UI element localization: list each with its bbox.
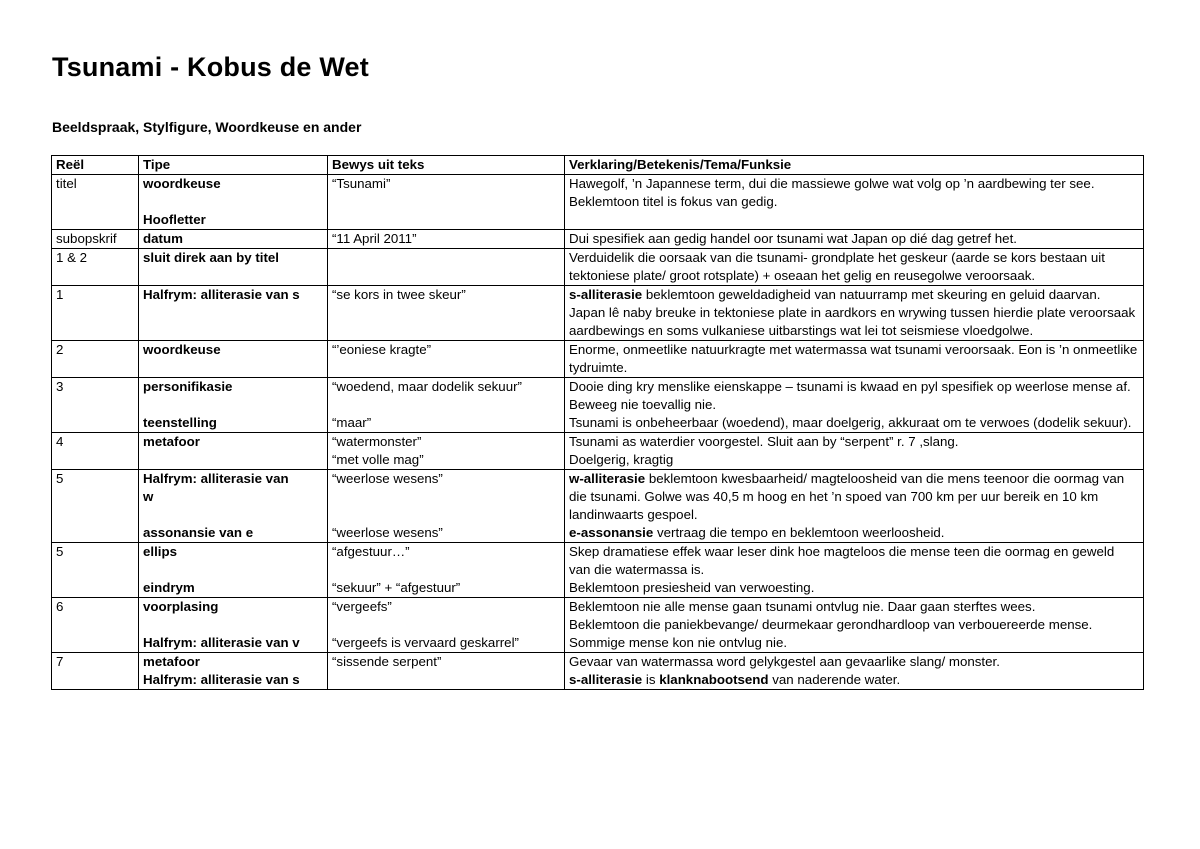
cell-reel: 1 — [52, 286, 139, 341]
spacer — [143, 506, 323, 524]
tipe-line: Halfrym: alliterasie van s — [143, 672, 300, 687]
cell-reel: 5 — [52, 470, 139, 543]
bewys-line: “weerlose wesens” — [332, 525, 443, 540]
tipe-line: Halfrym: alliterasie van v — [143, 635, 300, 650]
cell-reel: subopskrif — [52, 230, 139, 249]
tipe-line: voorplasing — [143, 599, 219, 614]
spacer — [143, 561, 323, 579]
verklaring-text — [569, 671, 1139, 689]
cell-tipe — [139, 230, 328, 249]
verklaring-text: Gevaar van watermassa word gelykgestel aan gevaarlike slang/ monster. — [569, 654, 1000, 669]
cell-verklaring — [565, 286, 1144, 341]
verklaring-rest: vertraag die tempo en beklemtoon weerloosheid. — [656, 525, 945, 540]
page-subtitle: Beeldspraak, Stylfigure, Woordkeuse en ander — [52, 119, 362, 135]
verklaring-text — [569, 286, 1139, 340]
cell-tipe — [139, 598, 328, 653]
verklaring-bold: s-alliterasie — [569, 672, 643, 687]
table-row — [52, 433, 1144, 470]
bewys-line: “sekuur” + “afgestuur” — [332, 580, 461, 595]
tipe-line: datum — [143, 231, 183, 246]
page-title: Tsunami - Kobus de Wet — [52, 52, 369, 82]
bewys-line: “met volle mag” — [332, 452, 424, 467]
cell-tipe — [139, 470, 328, 543]
verklaring-bold: e-assonansie — [569, 525, 654, 540]
cell-bewys — [328, 433, 565, 470]
verklaring-text: Doelgerig, kragtig — [569, 452, 674, 467]
cell-verklaring — [565, 175, 1144, 230]
cell-tipe — [139, 543, 328, 598]
spacer — [143, 616, 323, 634]
bewys-line: “Tsunami” — [332, 176, 391, 191]
bewys-line: “weerlose wesens” — [332, 471, 443, 486]
verklaring-rest: van naderende water. — [772, 672, 901, 687]
bewys-line: “11 April 2011” — [332, 231, 417, 246]
cell-tipe — [139, 175, 328, 230]
cell-verklaring — [565, 341, 1144, 378]
tipe-line: ellips — [143, 544, 177, 559]
bewys-line: “maar” — [332, 415, 372, 430]
spacer — [332, 488, 560, 506]
verklaring-bold: s-alliterasie — [569, 287, 643, 302]
cell-bewys — [328, 653, 565, 690]
verklaring-text: Beklemtoon presiesheid van verwoesting. — [569, 580, 815, 595]
bewys-line: “woedend, maar dodelik sekuur” — [332, 379, 522, 394]
cell-bewys — [328, 230, 565, 249]
cell-bewys — [328, 378, 565, 433]
table-row — [52, 175, 1144, 230]
cell-reel: 5 — [52, 543, 139, 598]
verklaring-text: Hawegolf, ’n Japannese term, dui die massiewe golwe wat volg op ’n aardbewing ter see. — [569, 176, 1095, 191]
tipe-line: metafoor — [143, 654, 200, 669]
table-row — [52, 341, 1144, 378]
table-row — [52, 543, 1144, 598]
tipe-line: assonansie van e — [143, 525, 254, 540]
verklaring-text: Skep dramatiese effek waar leser dink hoe magteloos die mense teen die oormag en geweld van die watermassa is. — [569, 544, 1115, 577]
header-bewys: Bewys uit teks — [328, 156, 565, 175]
cell-reel: 2 — [52, 341, 139, 378]
verklaring-text: Enorme, onmeetlike natuurkragte met watermassa wat tsunami veroorsaak. Eon is ’n onmeetlike tydruimte. — [569, 342, 1138, 375]
table-row — [52, 249, 1144, 286]
tipe-line: sluit direk aan by titel — [143, 250, 279, 265]
verklaring-rest: is — [645, 672, 656, 687]
bewys-line: “se kors in twee skeur” — [332, 287, 466, 302]
cell-bewys — [328, 470, 565, 543]
verklaring-rest: beklemtoon kwesbaarheid/ magteloosheid van die mens teenoor die oormag van die tsunami. Golwe was 40,5 m hoog en het ’n spoed van 700 km per uur bereik en 10 km landinwaarts gespoel. — [569, 471, 1125, 522]
header-verklaring: Verklaring/Betekenis/Tema/Funksie — [565, 156, 1144, 175]
bewys-line — [332, 249, 560, 267]
tipe-line: Halfrym: alliterasie van s — [143, 287, 300, 302]
cell-verklaring — [565, 378, 1144, 433]
verklaring-text — [569, 524, 1139, 542]
cell-reel: 6 — [52, 598, 139, 653]
cell-tipe — [139, 378, 328, 433]
cell-bewys — [328, 341, 565, 378]
bewys-line: “afgestuur…” — [332, 544, 410, 559]
cell-verklaring — [565, 249, 1144, 286]
tipe-line: woordkeuse — [143, 342, 221, 357]
spacer — [332, 506, 560, 524]
bewys-line: “’eoniese kragte” — [332, 342, 432, 357]
cell-bewys — [328, 286, 565, 341]
table-row — [52, 598, 1144, 653]
table-row — [52, 653, 1144, 690]
cell-reel: titel — [52, 175, 139, 230]
header-reel: Reël — [52, 156, 139, 175]
tipe-line: teenstelling — [143, 415, 217, 430]
cell-bewys — [328, 543, 565, 598]
spacer — [143, 193, 323, 211]
table-row — [52, 286, 1144, 341]
cell-verklaring — [565, 230, 1144, 249]
cell-tipe — [139, 286, 328, 341]
tipe-line: metafoor — [143, 434, 200, 449]
tipe-line: woordkeuse — [143, 176, 221, 191]
verklaring-bold: klanknabootsend — [659, 672, 769, 687]
bewys-line: “watermonster” — [332, 434, 422, 449]
table-row — [52, 470, 1144, 543]
cell-reel: 4 — [52, 433, 139, 470]
verklaring-text: Dooie ding kry menslike eienskappe – tsunami is kwaad en pyl spesifiek op weerlose mense af. Beweeg nie toevallig nie. — [569, 379, 1131, 412]
cell-tipe — [139, 433, 328, 470]
cell-tipe — [139, 341, 328, 378]
cell-reel: 1 & 2 — [52, 249, 139, 286]
cell-tipe — [139, 249, 328, 286]
verklaring-text: Beklemtoon die paniekbevange/ deurmekaar gerondhardloop van verbouereerde mense. Sommige mense kon nie ontvlug nie. — [569, 617, 1093, 650]
verklaring-bold: w-alliterasie — [569, 471, 646, 486]
tipe-line: Halfrym: alliterasie van w — [143, 471, 289, 504]
bewys-line: “vergeefs is vervaard geskarrel” — [332, 635, 519, 650]
cell-bewys — [328, 175, 565, 230]
cell-bewys — [328, 249, 565, 286]
cell-verklaring — [565, 598, 1144, 653]
cell-bewys — [328, 598, 565, 653]
cell-verklaring — [565, 433, 1144, 470]
cell-reel: 7 — [52, 653, 139, 690]
verklaring-text: Tsunami as waterdier voorgestel. Sluit aan by “serpent” r. 7 ,slang. — [569, 434, 959, 449]
bewys-line: “sissende serpent” — [332, 654, 442, 669]
cell-verklaring — [565, 543, 1144, 598]
verklaring-text: Dui spesifiek aan gedig handel oor tsunami wat Japan op dié dag getref het. — [569, 231, 1017, 246]
analysis-table — [51, 155, 1144, 690]
verklaring-rest: beklemtoon geweldadigheid van natuurramp met skeuring en geluid daarvan. Japan lê naby breuke in tektoniese plate in aardkors en wrywing tussen hierdie plate veroorsaak aardbewings en soms vulkaniese uitbarstings wat lei tot seismiese vloedgolwe. — [569, 287, 1136, 338]
tipe-line: Hoofletter — [143, 212, 206, 227]
header-tipe: Tipe — [139, 156, 328, 175]
bewys-line: “vergeefs” — [332, 599, 392, 614]
table-header-row — [52, 156, 1144, 175]
verklaring-text: Beklemtoon nie alle mense gaan tsunami ontvlug nie. Daar gaan sterftes wees. — [569, 599, 1036, 614]
spacer — [332, 396, 560, 414]
cell-verklaring — [565, 470, 1144, 543]
cell-reel: 3 — [52, 378, 139, 433]
table-row — [52, 230, 1144, 249]
spacer — [143, 396, 323, 414]
verklaring-text: Tsunami is onbeheerbaar (woedend), maar doelgerig, akkuraat om te verwoes (dodelik sekuur). — [569, 415, 1132, 430]
verklaring-text: Beklemtoon titel is fokus van gedig. — [569, 194, 778, 209]
spacer — [332, 616, 560, 634]
verklaring-text: Verduidelik die oorsaak van die tsunami- grondplate het geskeur (aarde se kors bestaan uit tektoniese plate/ groot rotsplate) + oseaan het gelig en reusegolwe veroorsaak. — [569, 250, 1105, 283]
tipe-line: personifikasie — [143, 379, 233, 394]
spacer — [332, 561, 560, 579]
verklaring-text — [569, 470, 1139, 524]
cell-tipe — [139, 653, 328, 690]
table-row — [52, 378, 1144, 433]
tipe-line: eindrym — [143, 580, 195, 595]
cell-verklaring — [565, 653, 1144, 690]
